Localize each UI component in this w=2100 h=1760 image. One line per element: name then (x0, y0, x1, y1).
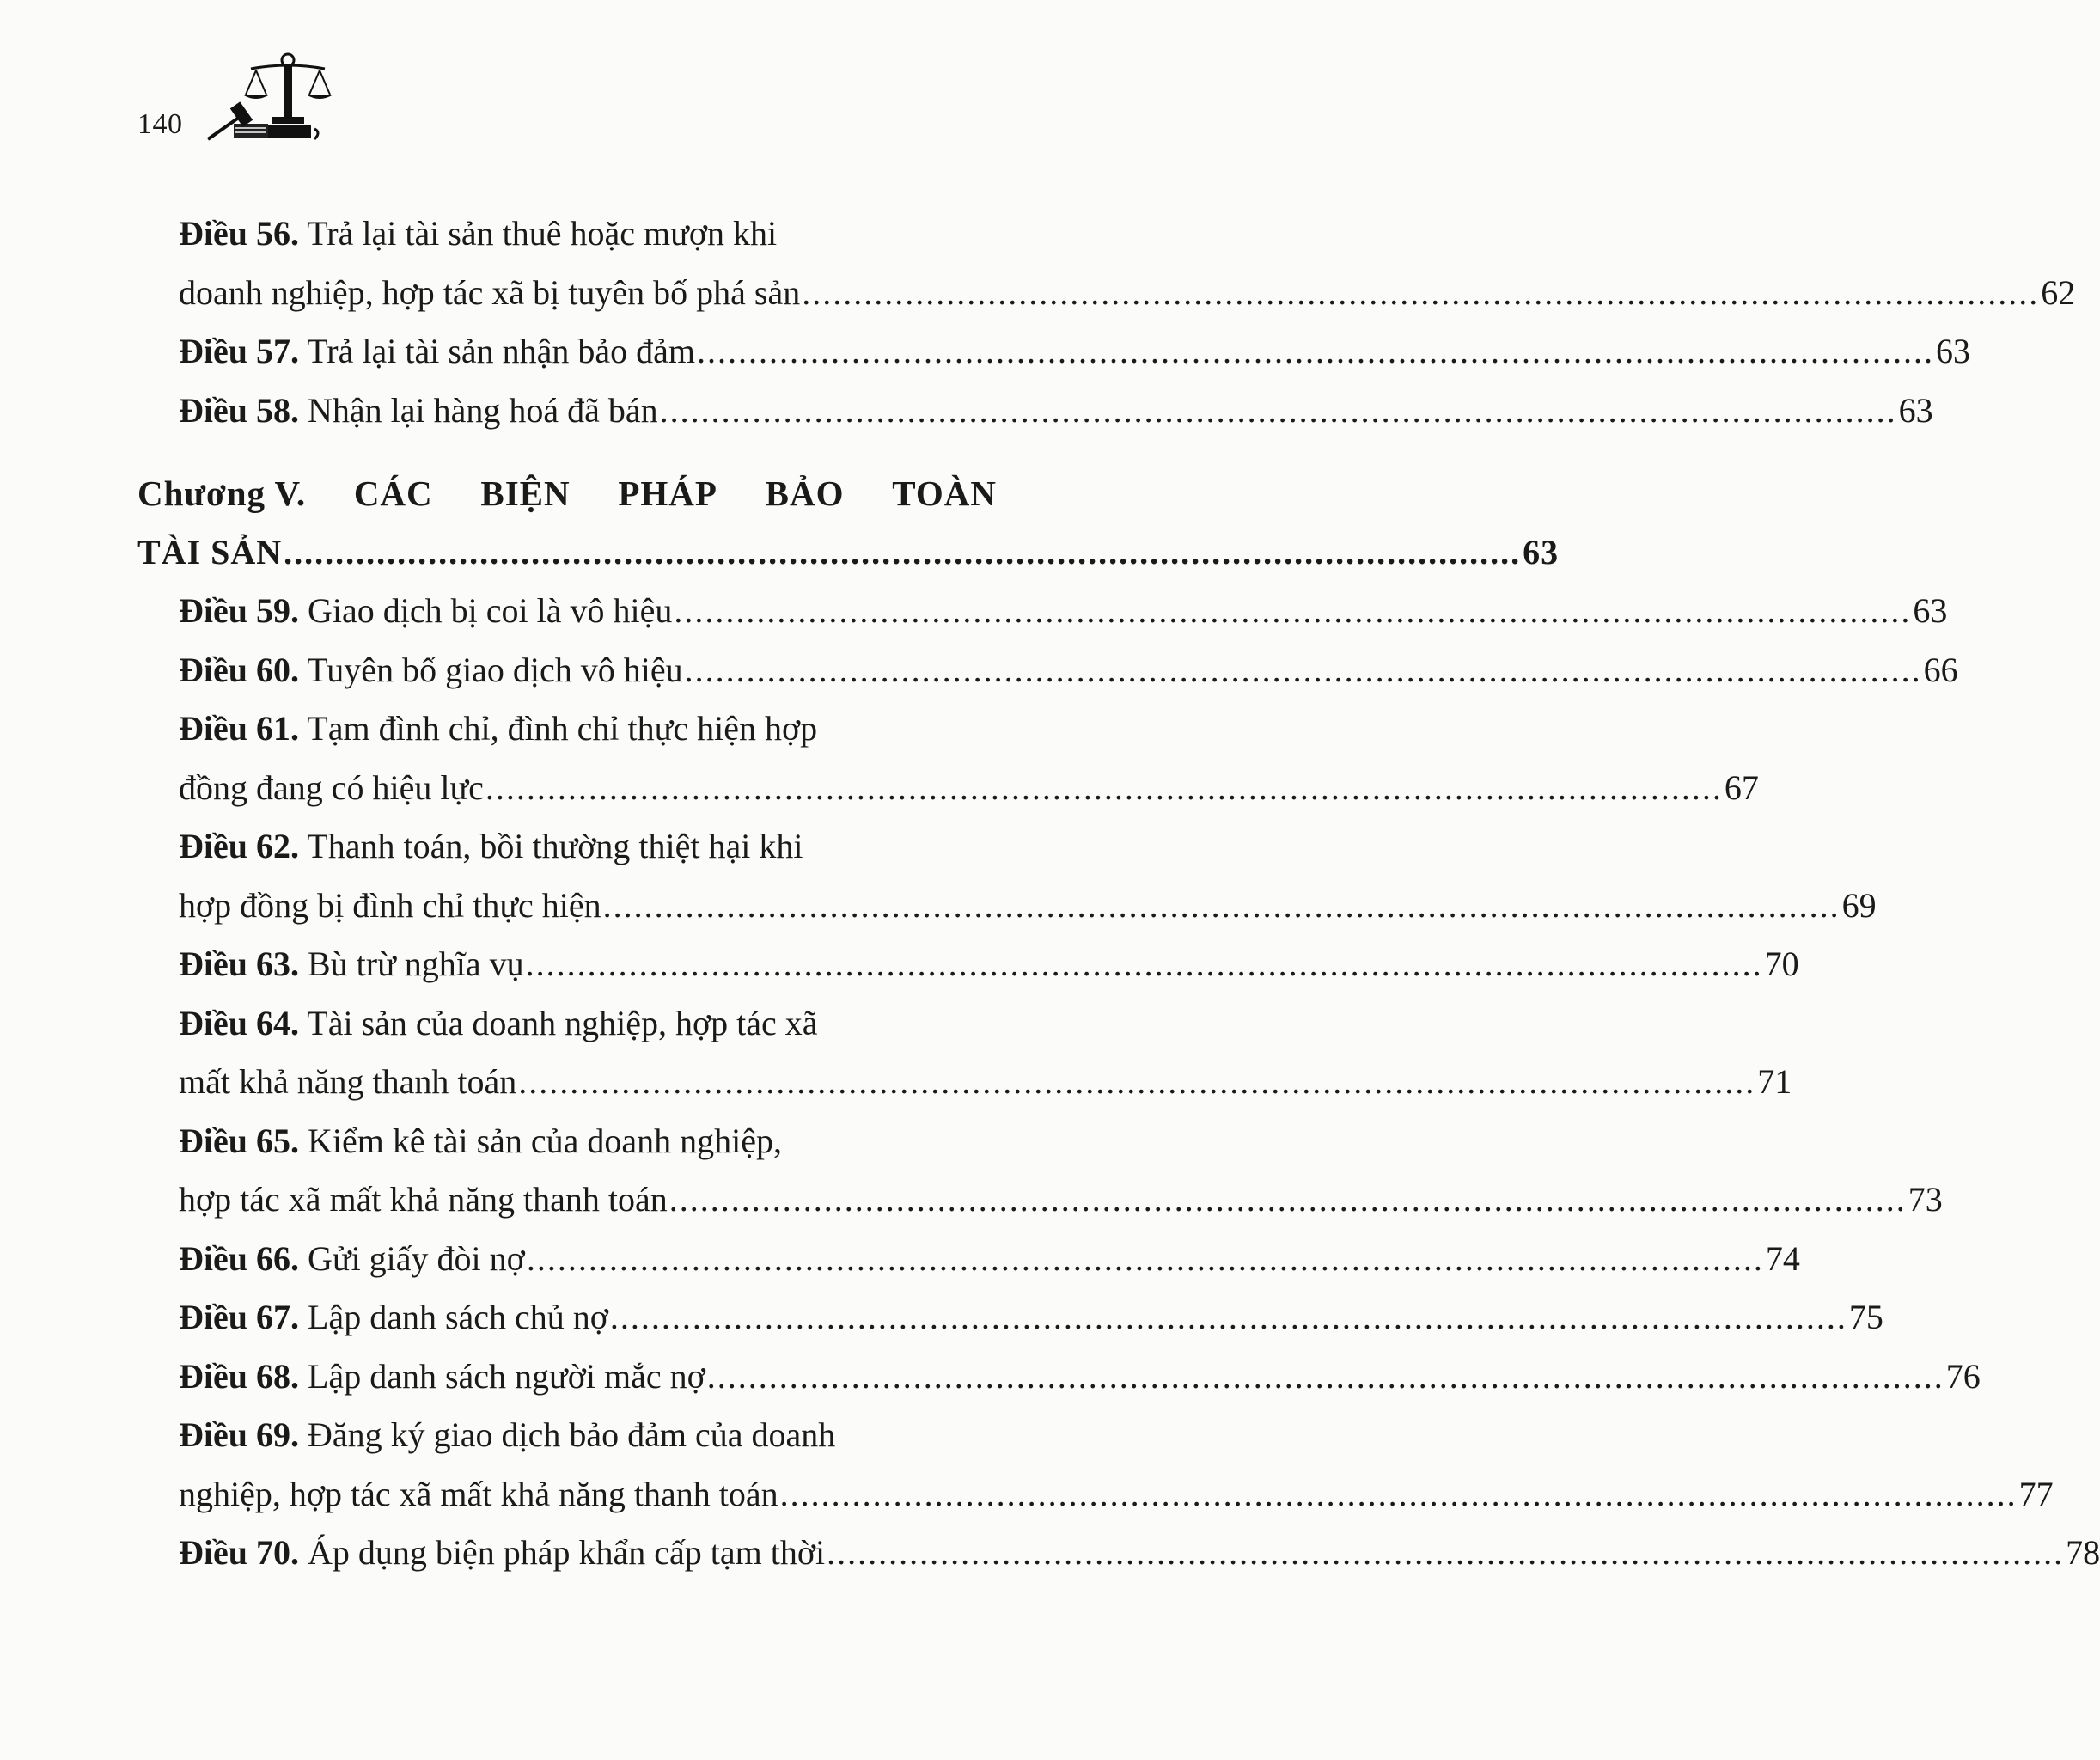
scales-of-justice-gavel-icon (208, 50, 337, 144)
article-title-line2: nghiệp, hợp tác xã mất khả năng thanh toán (179, 1474, 778, 1513)
article-title-line2: đồng đang có hiệu lực (179, 767, 484, 807)
toc-entry-dieu-65[interactable] (137, 1112, 997, 1171)
article-title-line1: Tài sản của doanh nghiệp, hợp tác xã (307, 1003, 818, 1042)
dot-leader: ........................................................................................................................ (802, 272, 2040, 312)
article-label: Điều 63. (179, 944, 299, 983)
article-title: Áp dụng biện pháp khẩn cấp tạm thời (308, 1533, 826, 1572)
page-number: 140 (137, 108, 183, 140)
dot-leader: ........................................................................................................................ (526, 1238, 1764, 1278)
toc-entry-dieu-70[interactable] (137, 1524, 2100, 1583)
page-ref: 63 (1913, 591, 1948, 630)
page-ref: 74 (1765, 1238, 1800, 1278)
page-ref: 63 (1936, 332, 1971, 370)
toc-entry-dieu-57[interactable] (137, 322, 1971, 382)
chapter-word: Chương V. (137, 474, 307, 513)
table-of-contents (137, 205, 2100, 1583)
dot-leader: ........................................................................................................................ (668, 1180, 1907, 1219)
chapter-title-line2: TÀI SẢN (137, 532, 283, 571)
page-ref: 63 (1898, 390, 1933, 430)
article-title-line2: doanh nghiệp, hợp tác xã bị tuyên bố phá sản (179, 272, 801, 312)
page-ref: 67 (1724, 767, 1759, 807)
toc-entry-dieu-61-cont[interactable] (137, 759, 1759, 818)
article-title-line1: Trả lại tài sản thuê hoặc mượn khi (307, 214, 778, 253)
toc-entry-dieu-68[interactable] (137, 1348, 1981, 1407)
page-ref: 78 (2066, 1533, 2100, 1572)
toc-entry-dieu-62-cont[interactable] (137, 877, 1877, 936)
article-title-line2: hợp đồng bị đình chỉ thực hiện (179, 885, 601, 925)
dot-leader: ........................................................................................................................ (518, 1062, 1756, 1101)
article-title: Nhận lại hàng hoá đã bán (308, 390, 658, 430)
toc-entry-dieu-56-cont[interactable] (137, 264, 2076, 323)
dot-leader: ........................................................................................................................ (827, 1533, 2065, 1572)
toc-entry-dieu-61[interactable] (137, 700, 997, 759)
article-label: Điều 69. (179, 1415, 299, 1454)
article-title-line2: hợp tác xã mất khả năng thanh toán (179, 1180, 668, 1219)
article-title: Lập danh sách người mắc nợ (308, 1356, 705, 1396)
toc-entry-dieu-62[interactable] (137, 817, 997, 877)
dot-leader: ........................................................................................................................ (609, 1298, 1847, 1336)
chapter-word: PHÁP (618, 474, 717, 513)
page-ref: 76 (1945, 1356, 1981, 1396)
page-ref: 77 (2018, 1474, 2054, 1513)
article-label: Điều 57. (179, 332, 299, 370)
article-label: Điều 64. (179, 1003, 299, 1042)
toc-entry-dieu-58[interactable] (137, 382, 1933, 441)
dot-leader: ........................................................................................................................ (706, 1356, 1944, 1396)
dot-leader: ........................................................................................................................ (284, 532, 1522, 571)
chapter-word: CÁC (353, 474, 433, 513)
article-label: Điều 60. (179, 650, 299, 689)
article-title: Trả lại tài sản nhận bảo đảm (307, 332, 696, 370)
toc-chapter-v[interactable] (137, 464, 997, 523)
article-label: Điều 68. (179, 1356, 299, 1396)
toc-chapter-v-cont[interactable] (137, 523, 1560, 583)
toc-entry-dieu-67[interactable] (137, 1288, 1883, 1348)
toc-entry-dieu-69-cont[interactable] (137, 1465, 2054, 1525)
article-title: Tuyên bố giao dịch vô hiệu (307, 650, 683, 689)
page-ref: 75 (1848, 1298, 1883, 1336)
page-ref: 66 (1923, 650, 1958, 689)
article-title-line1: Đăng ký giao dịch bảo đảm của doanh (308, 1415, 836, 1454)
toc-entry-dieu-64[interactable] (137, 994, 997, 1054)
chapter-title-line1 (137, 464, 997, 523)
toc-entry-dieu-64-cont[interactable] (137, 1053, 1792, 1112)
page-ref: 70 (1764, 944, 1799, 983)
dot-leader: ........................................................................................................................ (659, 390, 1897, 430)
article-label: Điều 67. (179, 1298, 299, 1336)
page-ref: 69 (1841, 885, 1877, 925)
article-title: Lập danh sách chủ nợ (308, 1298, 608, 1336)
article-label: Điều 61. (179, 709, 299, 748)
dot-leader: ........................................................................................................................ (485, 767, 1723, 807)
chapter-word: BẢO (765, 474, 845, 513)
dot-leader: ........................................................................................................................ (779, 1474, 2018, 1513)
article-label: Điều 62. (179, 827, 299, 865)
chapter-word: BIỆN (480, 474, 571, 513)
toc-entry-dieu-66[interactable] (137, 1230, 1800, 1289)
article-label: Điều 66. (179, 1238, 299, 1278)
article-title: Bù trừ nghĩa vụ (308, 944, 524, 983)
article-label: Điều 59. (179, 591, 299, 630)
article-title-line1: Kiểm kê tài sản của doanh nghiệp, (308, 1121, 783, 1160)
toc-entry-dieu-65-cont[interactable] (137, 1170, 1943, 1230)
toc-entry-dieu-63[interactable] (137, 935, 1799, 994)
dot-leader: ........................................................................................................................ (602, 885, 1841, 925)
article-label: Điều 70. (179, 1533, 299, 1572)
article-label: Điều 56. (179, 214, 299, 253)
page-ref: 73 (1908, 1180, 1943, 1219)
dot-leader: ........................................................................................................................ (697, 332, 1935, 370)
article-title-line1: Thanh toán, bồi thường thiệt hại khi (307, 827, 803, 865)
article-title: Giao dịch bị coi là vô hiệu (308, 591, 673, 630)
article-title: Gửi giấy đòi nợ (308, 1238, 525, 1278)
article-title-line1: Tạm đình chỉ, đình chỉ thực hiện hợp (307, 709, 818, 748)
toc-entry-dieu-59[interactable] (137, 582, 1948, 641)
dot-leader: ........................................................................................................................ (684, 650, 1922, 689)
toc-entry-dieu-60[interactable] (137, 641, 1958, 700)
toc-entry-dieu-69[interactable] (137, 1406, 997, 1465)
chapter-word: TOÀN (892, 474, 997, 513)
article-title-line2: mất khả năng thanh toán (179, 1062, 517, 1101)
toc-entry-dieu-56[interactable] (137, 205, 997, 264)
page-ref: 62 (2041, 272, 2076, 312)
page-ref: 63 (1523, 532, 1560, 571)
dot-leader: ........................................................................................................................ (674, 591, 1912, 630)
article-label: Điều 58. (179, 390, 299, 430)
article-label: Điều 65. (179, 1121, 299, 1160)
dot-leader: ........................................................................................................................ (525, 944, 1763, 983)
page-ref: 71 (1757, 1062, 1792, 1101)
